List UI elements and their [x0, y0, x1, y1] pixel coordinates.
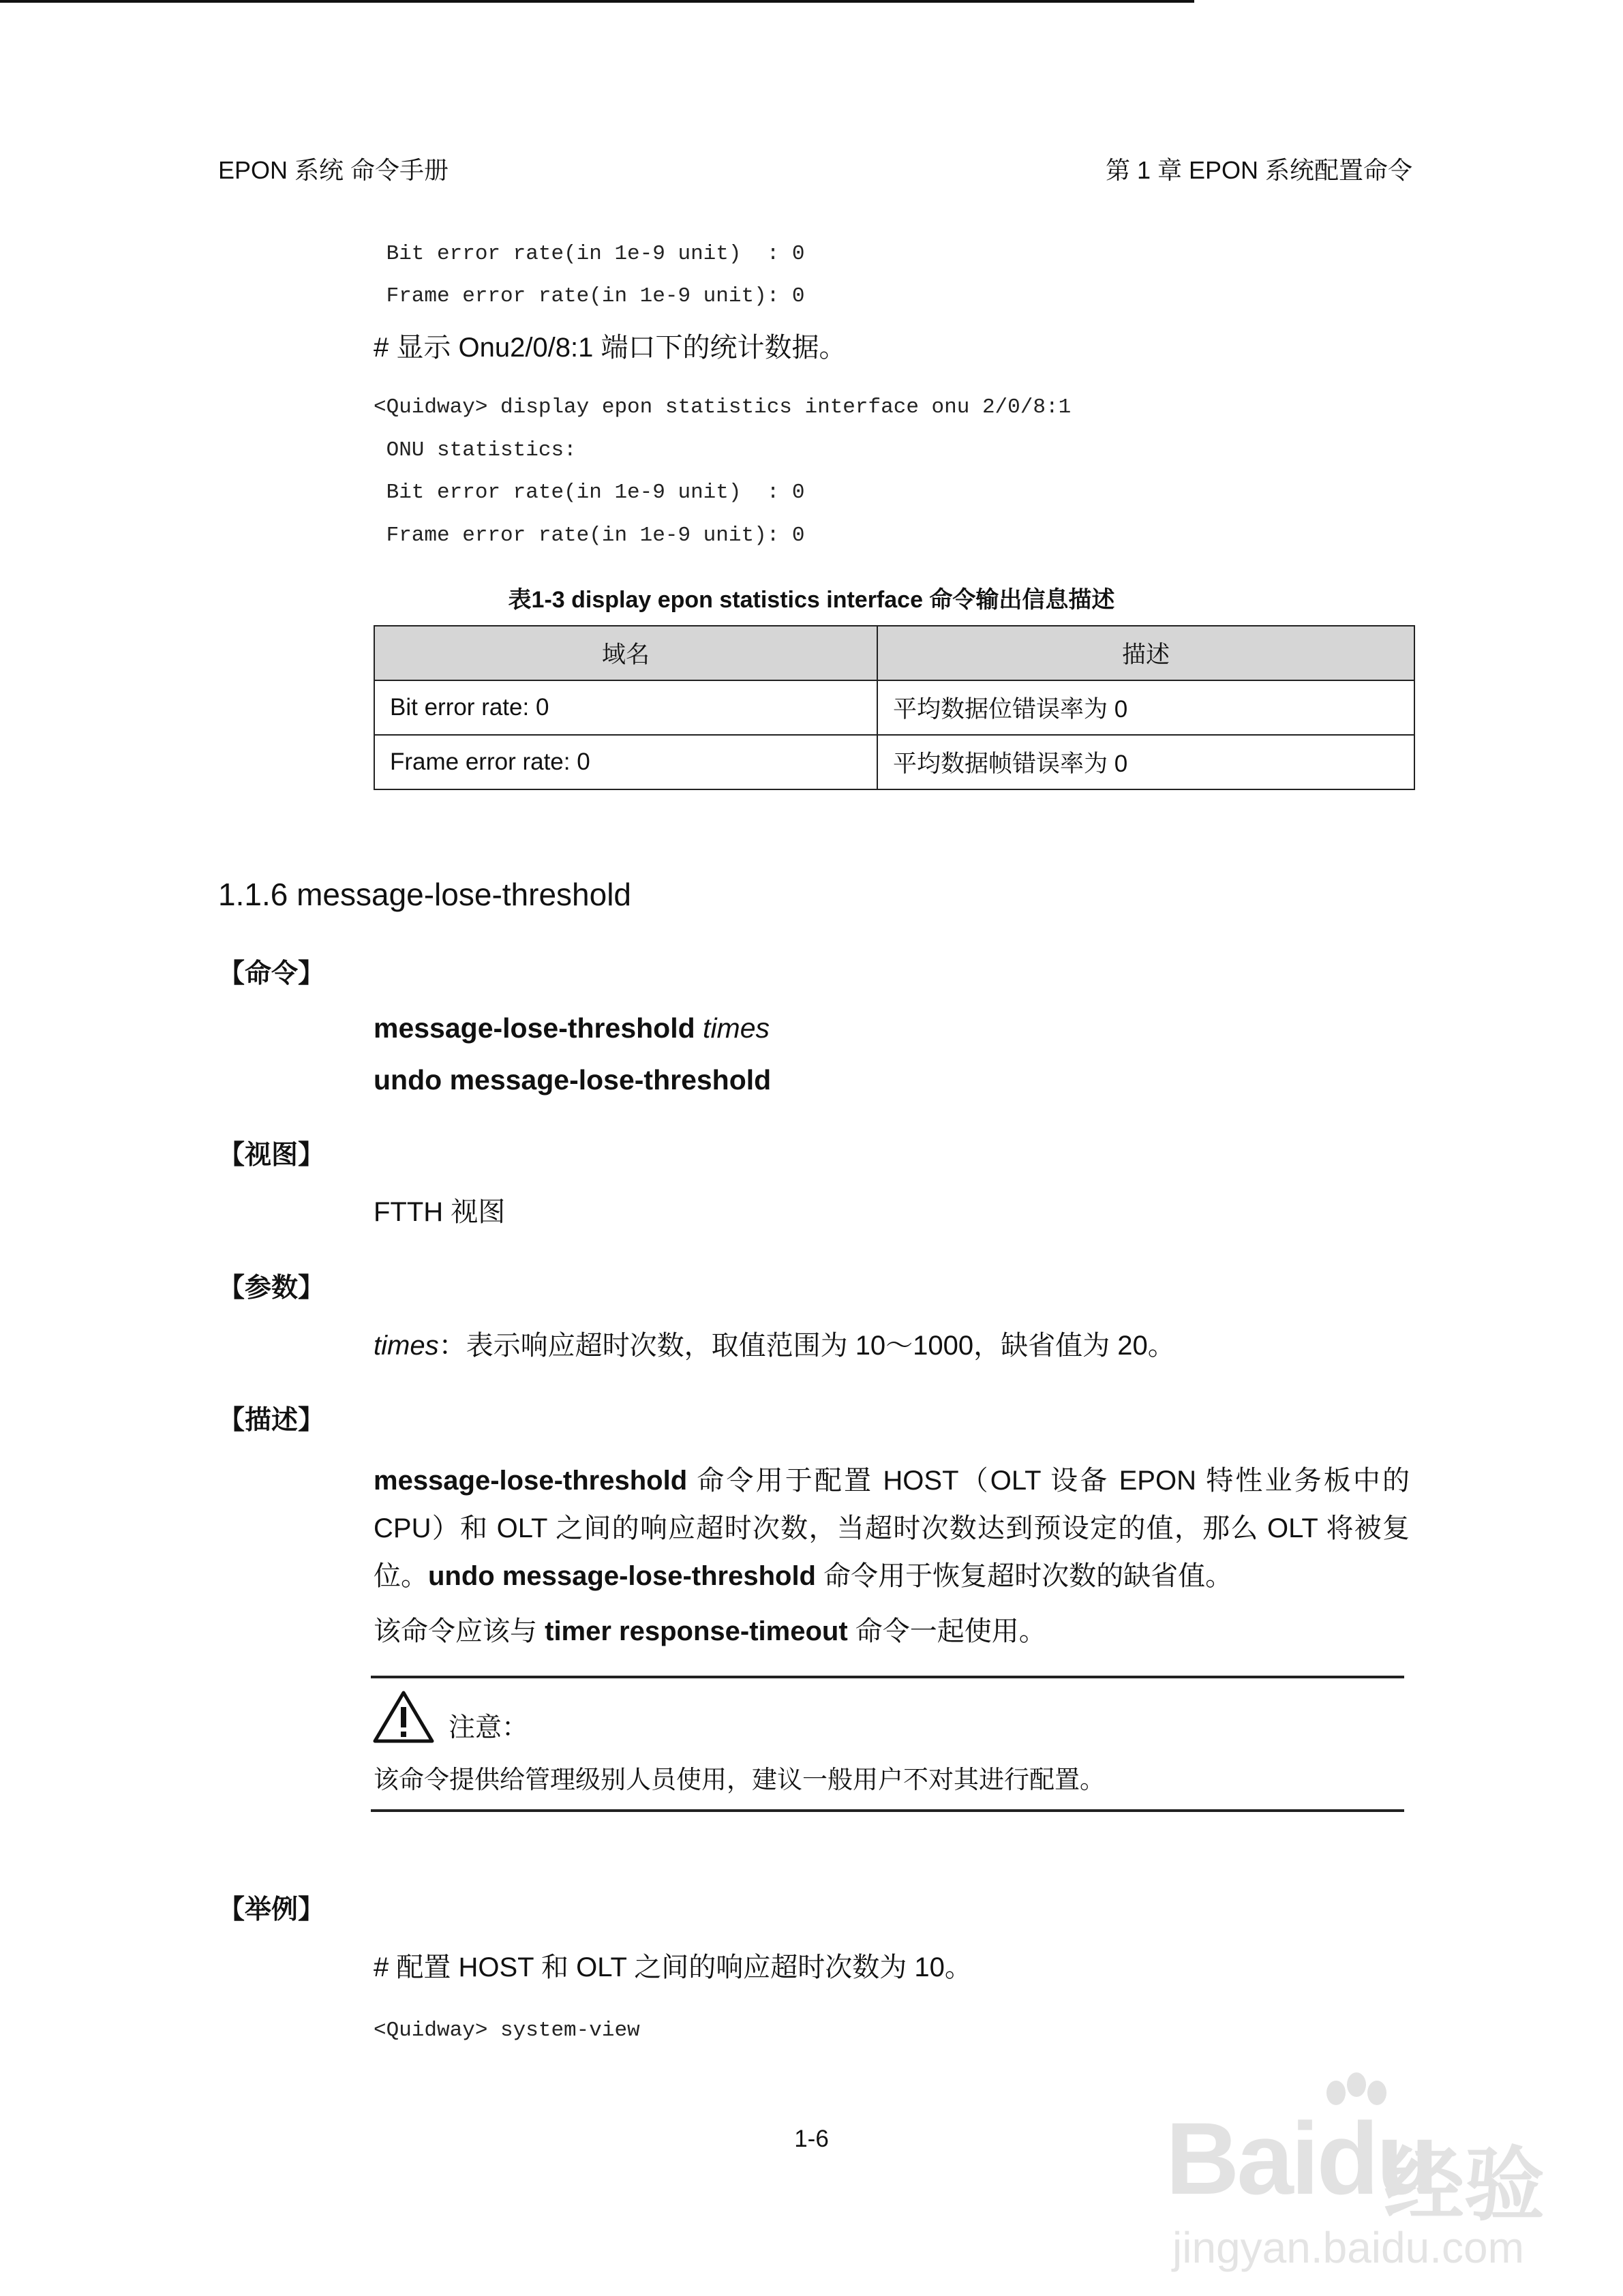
undo-command-syntax: undo message-lose-threshold [374, 1064, 772, 1096]
description-text: 命令用于恢复超时次数的缺省值。 [815, 1561, 1233, 1591]
header-left: EPON 系统 命令手册 [218, 156, 449, 184]
note-text: 该命令提供给管理级别人员使用，建议一般用户不对其进行配置。 [374, 1765, 1105, 1794]
code-line: <Quidway> system-view [374, 2019, 640, 2042]
watermark-url: jingyan.baidu.com [1172, 2223, 1524, 2272]
command-argument: times [703, 1012, 770, 1044]
view-text: FTTH 视图 [374, 1197, 506, 1227]
table-row [374, 735, 1414, 789]
usage-text: 该命令应该与 [374, 1616, 545, 1646]
table-cell: 平均数据帧错误率为 0 [877, 735, 1414, 789]
code-line: <Quidway> display epon statistics interface onu 2/0/8:1 [374, 395, 1072, 419]
watermark-brand: Baidu [1166, 2101, 1436, 2216]
table-caption: 表1-3 display epon statistics interface 命令输出信息描述 [508, 587, 1115, 613]
note-title: 注意： [449, 1712, 529, 1743]
example-description: # 显示 Onu2/0/8:1 端口下的统计数据。 [374, 333, 847, 363]
page-number: 1-6 [794, 2126, 829, 2152]
command-keyword: message-lose-threshold [374, 1012, 695, 1044]
note-top-rule [371, 1676, 1404, 1678]
code-line: Bit error rate(in 1e-9 unit) : 0 [374, 242, 805, 266]
warning-icon [372, 1689, 435, 1744]
code-line: Frame error rate(in 1e-9 unit): 0 [374, 524, 805, 547]
baidu-watermark [1145, 2072, 1554, 2277]
column-header: 描述 [877, 626, 1414, 680]
description-paragraph [374, 1457, 1410, 1600]
description-keyword: undo message-lose-threshold [428, 1561, 816, 1591]
output-description-table [374, 625, 1415, 790]
table-row [374, 680, 1414, 735]
label-command: 【命令】 [218, 959, 325, 988]
note-bottom-rule [371, 1809, 1404, 1812]
label-view: 【视图】 [218, 1141, 325, 1170]
description-text: 命令用于配置 HOST（OLT 设备 EPON 特性业务板中的 CPU）和 OLT 之间的响应超时次数，当超时次数达到预设定的值，那么 OLT 将被复位。 [374, 1466, 1410, 1591]
usage-text: 命令一起使用。 [847, 1616, 1046, 1646]
example-description: # 配置 HOST 和 OLT 之间的响应超时次数为 10。 [374, 1952, 972, 1982]
table-header-row [374, 626, 1414, 680]
label-example: 【举例】 [218, 1895, 325, 1924]
label-params: 【参数】 [218, 1273, 325, 1303]
param-text: ：表示响应超时次数，取值范围为 10～1000，缺省值为 20。 [438, 1331, 1175, 1361]
watermark-cn: 经验 [1384, 2141, 1545, 2231]
table-cell: Bit error rate: 0 [374, 680, 877, 735]
code-line: Frame error rate(in 1e-9 unit): 0 [374, 284, 805, 308]
column-header: 域名 [374, 626, 877, 680]
section-title: 1.1.6 message-lose-threshold [218, 877, 631, 912]
header-rule [0, 0, 1194, 3]
usage-keyword: timer response-timeout [545, 1616, 848, 1646]
usage-paragraph [374, 1607, 1410, 1655]
param-name: times [374, 1331, 439, 1361]
command-syntax [374, 1012, 770, 1044]
table-cell: 平均数据位错误率为 0 [877, 680, 1414, 735]
label-describe: 【描述】 [218, 1406, 325, 1435]
code-line: ONU statistics: [374, 438, 577, 462]
description-keyword: message-lose-threshold [374, 1466, 688, 1496]
table-cell: Frame error rate: 0 [374, 735, 877, 789]
param-line [374, 1328, 1175, 1363]
code-line: Bit error rate(in 1e-9 unit) : 0 [374, 481, 805, 504]
header-right: 第 1 章 EPON 系统配置命令 [1105, 156, 1412, 184]
